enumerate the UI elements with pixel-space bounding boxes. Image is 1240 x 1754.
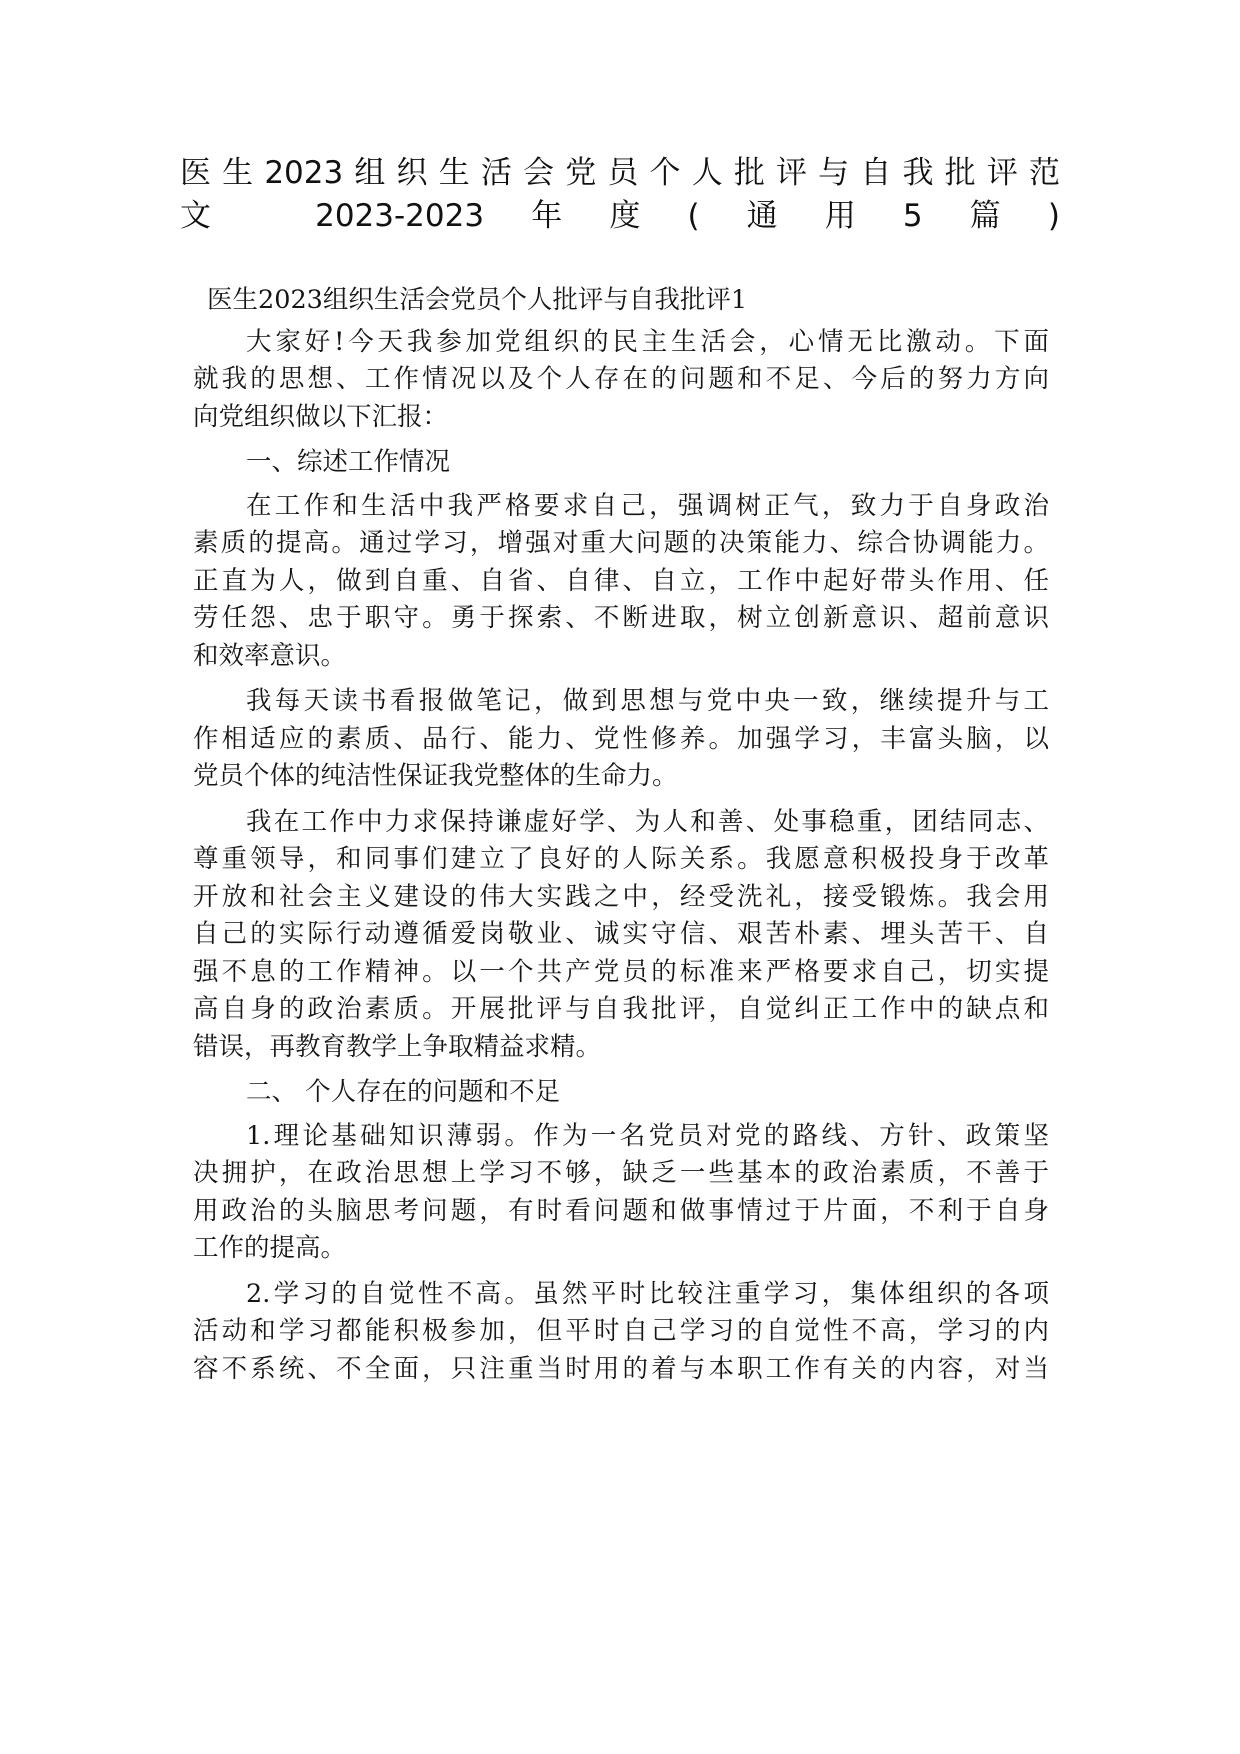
section-heading	[193, 1074, 1049, 1112]
paragraph-line: 2.学习的自觉性不高。虽然平时比较注重学习，集体组织的各项	[246, 1278, 1049, 1309]
paragraph-line: 和效率意识。	[193, 640, 347, 671]
document-body	[193, 282, 1049, 1396]
paragraph-line: 作相适应的素质、品行、能力、党性修养。加强学习，丰富头脑，以	[193, 723, 1049, 754]
paragraph-line: 用政治的头脑思考问题，有时看问题和做事情过于片面，不利于自身	[193, 1195, 1049, 1226]
paragraph-line: 就我的思想、工作情况以及个人存在的问题和不足、今后的努力方向	[193, 364, 1049, 394]
paragraph	[193, 683, 1049, 796]
paragraph-line: 党员个体的纯洁性保证我党整体的生命力。	[193, 761, 678, 791]
paragraph-line: 高自身的政治素质。开展批评与自我批评，自觉纠正工作中的缺点和	[193, 994, 1049, 1024]
section-title: 医生2023组织生活会党员个人批评与自我批评1	[207, 285, 748, 315]
title-line: 医生2023组织生活会党员个人批评与自我批评范	[180, 155, 1060, 191]
paragraph	[193, 1276, 1049, 1389]
paragraph-line: 向党组织做以下汇报：	[193, 401, 449, 432]
paragraph-line: 活动和学习都能积极参加，但平时自己学习的自觉性不高，学习的内	[193, 1316, 1049, 1346]
title-line: 文 2023-2023年度(通用5篇)	[180, 198, 1060, 234]
paragraph-line: 正直为人，做到自重、自省、自律、自立，工作中起好带头作用、任	[193, 565, 1049, 596]
paragraph-line: 1.理论基础知识薄弱。作为一名党员对党的路线、方针、政策坚	[246, 1120, 1049, 1151]
heading-text: 一、综述工作情况	[246, 447, 451, 477]
paragraph-line: 素质的提高。通过学习，增强对重大问题的决策能力、综合协调能力。	[193, 528, 1049, 558]
paragraph-line: 我在工作中力求保持谦虚好学、为人和善、处事稳重，团结同志、	[246, 806, 1049, 837]
paragraph-line: 容不系统、不全面，只注重当时用的着与本职工作有关的内容，对当	[193, 1353, 1049, 1384]
paragraph-line: 尊重领导，和同事们建立了良好的人际关系。我愿意积极投身于改革	[193, 844, 1049, 874]
paragraph-line: 劳任怨、忠于职守。勇于探索、不断进取，树立创新意识、超前意识	[193, 603, 1049, 633]
paragraph-line: 决拥护，在政治思想上学习不够，缺乏一些基本的政治素质，不善于	[193, 1158, 1049, 1188]
paragraph-line: 大家好!今天我参加党组织的民主生活会，心情无比激动。下面	[246, 326, 1049, 357]
document-title	[180, 152, 1060, 238]
paragraph-line: 在工作和生活中我严格要求自己，强调树正气，致力于自身政治	[246, 490, 1049, 521]
paragraph	[193, 804, 1049, 1067]
section-heading	[193, 444, 1049, 482]
paragraph-line: 错误，再教育教学上争取精益求精。	[193, 1031, 602, 1062]
paragraph-line: 开放和社会主义建设的伟大实践之中，经受洗礼，接受锻炼。我会用	[193, 881, 1049, 912]
paragraph-line: 强不息的工作精神。以一个共产党员的标准来严格要求自己，切实提	[193, 956, 1049, 987]
paragraph	[193, 1118, 1049, 1268]
paragraph-line: 工作的提高。	[193, 1233, 347, 1263]
paragraph	[193, 488, 1049, 676]
paragraph-line: 我每天读书看报做笔记，做到思想与党中央一致，继续提升与工	[246, 686, 1049, 716]
paragraph-line: 自己的实际行动遵循爱岗敬业、诚实守信、艰苦朴素、埋头苦干、自	[193, 919, 1049, 949]
heading-text: 二、 个人存在的问题和不足	[246, 1077, 561, 1107]
paragraph	[193, 324, 1049, 437]
